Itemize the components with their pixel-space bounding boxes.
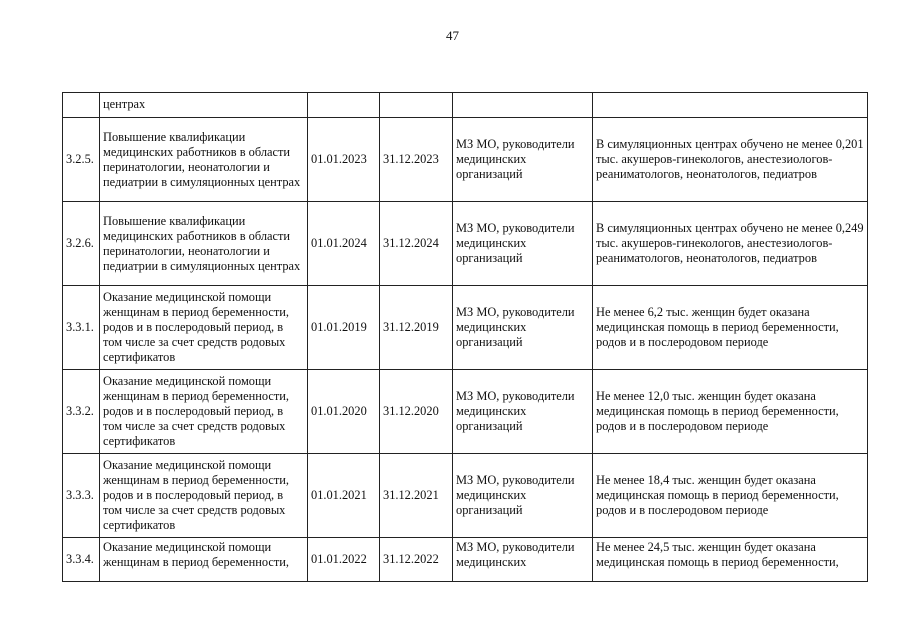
end-date-cell: 31.12.2024 xyxy=(380,202,453,286)
activity-plan-table xyxy=(62,92,868,582)
activity-name-cell: Повышение квалификации медицинских работников в области перинатологии, неонатологии и педиатрии в симуляционных центрах xyxy=(100,118,308,202)
end-date-cell: 31.12.2019 xyxy=(380,286,453,370)
result-cell: В симуляционных центрах обучено не менее 0,249 тыс. акушеров-гинекологов, анестезиологов-реаниматологов, неонатологов, педиатров xyxy=(593,202,868,286)
table-row xyxy=(63,118,868,202)
responsible-cell: МЗ МО, руководители медицинских xyxy=(453,538,593,582)
result-cell xyxy=(593,93,868,118)
start-date-cell: 01.01.2022 xyxy=(308,538,380,582)
end-date-cell: 31.12.2022 xyxy=(380,538,453,582)
page-number: 47 xyxy=(446,28,459,43)
result-cell: Не менее 24,5 тыс. женщин будет оказана медицинская помощь в период беременности, xyxy=(593,538,868,582)
start-date-cell xyxy=(308,93,380,118)
row-number-cell: 3.3.2. xyxy=(63,370,100,454)
activity-name-cell: Оказание медицинской помощи женщинам в период беременности, родов и в послеродовый период, в том числе за счет средств родовых сертификатов xyxy=(100,370,308,454)
end-date-cell xyxy=(380,93,453,118)
activity-name-cell: Оказание медицинской помощи женщинам в период беременности, xyxy=(100,538,308,582)
table-row xyxy=(63,202,868,286)
table-row xyxy=(63,538,868,582)
responsible-cell: МЗ МО, руководители медицинских организаций xyxy=(453,454,593,538)
start-date-cell: 01.01.2024 xyxy=(308,202,380,286)
row-number-cell: 3.3.1. xyxy=(63,286,100,370)
result-cell: Не менее 12,0 тыс. женщин будет оказана медицинская помощь в период беременности, родов и в послеродовом периоде xyxy=(593,370,868,454)
row-number-cell: 3.2.5. xyxy=(63,118,100,202)
row-number-cell xyxy=(63,93,100,118)
activity-name-cell: Оказание медицинской помощи женщинам в период беременности, родов и в послеродовый период, в том числе за счет средств родовых сертификатов xyxy=(100,286,308,370)
activity-name-cell: центрах xyxy=(100,93,308,118)
responsible-cell: МЗ МО, руководители медицинских организаций xyxy=(453,118,593,202)
table-row xyxy=(63,454,868,538)
start-date-cell: 01.01.2019 xyxy=(308,286,380,370)
table-row xyxy=(63,370,868,454)
start-date-cell: 01.01.2021 xyxy=(308,454,380,538)
end-date-cell: 31.12.2020 xyxy=(380,370,453,454)
result-cell: Не менее 6,2 тыс. женщин будет оказана медицинская помощь в период беременности, родов и в послеродовом периоде xyxy=(593,286,868,370)
activity-name-cell: Оказание медицинской помощи женщинам в период беременности, родов и в послеродовый период, в том числе за счет средств родовых сертификатов xyxy=(100,454,308,538)
end-date-cell: 31.12.2021 xyxy=(380,454,453,538)
row-number-cell: 3.3.4. xyxy=(63,538,100,582)
responsible-cell: МЗ МО, руководители медицинских организаций xyxy=(453,202,593,286)
end-date-cell: 31.12.2023 xyxy=(380,118,453,202)
responsible-cell: МЗ МО, руководители медицинских организаций xyxy=(453,370,593,454)
table-row xyxy=(63,93,868,118)
row-number-cell: 3.3.3. xyxy=(63,454,100,538)
responsible-cell: МЗ МО, руководители медицинских организаций xyxy=(453,286,593,370)
activity-name-cell: Повышение квалификации медицинских работников в области перинатологии, неонатологии и педиатрии в симуляционных центрах xyxy=(100,202,308,286)
start-date-cell: 01.01.2020 xyxy=(308,370,380,454)
responsible-cell xyxy=(453,93,593,118)
result-cell: В симуляционных центрах обучено не менее 0,201 тыс. акушеров-гинекологов, анестезиологов-реаниматологов, неонатологов, педиатров xyxy=(593,118,868,202)
table-row xyxy=(63,286,868,370)
result-cell: Не менее 18,4 тыс. женщин будет оказана медицинская помощь в период беременности, родов и в послеродовом периоде xyxy=(593,454,868,538)
start-date-cell: 01.01.2023 xyxy=(308,118,380,202)
row-number-cell: 3.2.6. xyxy=(63,202,100,286)
